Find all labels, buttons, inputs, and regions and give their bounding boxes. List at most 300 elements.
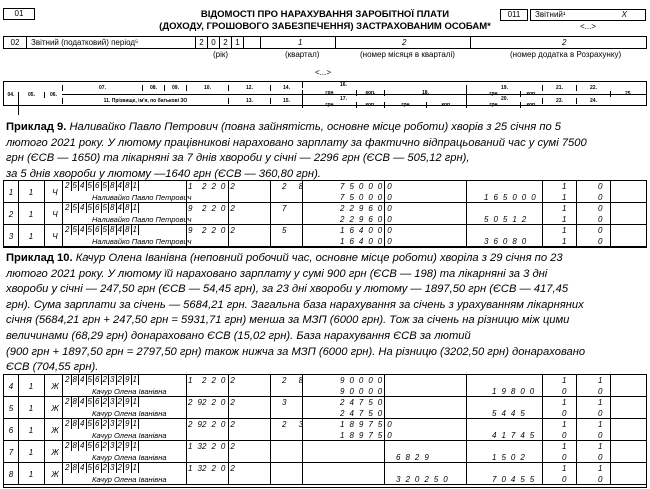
tax-code-digit: 3 (109, 397, 117, 407)
tax-code-digit: 2 (117, 397, 125, 407)
tax-code-digit: 5 (87, 375, 95, 385)
column-divider (302, 397, 303, 419)
column-divider (610, 463, 611, 485)
column-divider (542, 203, 543, 225)
column-divider (466, 463, 467, 485)
tax-code-digit: 6 (94, 419, 102, 429)
row-col21: 1 (562, 376, 572, 385)
column-divider (228, 441, 229, 463)
row-number: 6 (8, 426, 14, 435)
row-sum17: 229600 (340, 204, 397, 213)
col-17-grn: грн (302, 102, 356, 108)
tax-code-digit: 5 (102, 203, 110, 213)
row-col10: 9 (188, 226, 198, 235)
row-col14: 2 8 (282, 182, 309, 191)
row-col05: 1 (28, 232, 34, 241)
tax-code-digit: 4 (79, 441, 87, 451)
col-20-grn: грн (466, 102, 520, 108)
tax-code-digit: 5 (87, 419, 95, 429)
column-divider (44, 419, 45, 441)
row-col19b: 0 (598, 215, 608, 224)
tax-code-digit: 2 (117, 441, 125, 451)
example9-text (6, 120, 587, 182)
tax-code-digit: 2 (64, 181, 72, 191)
row-name: Качур Олена Іванівна (92, 475, 167, 484)
column-divider (610, 419, 611, 441)
column-divider (302, 441, 303, 463)
column-divider (186, 463, 187, 485)
row-tax-code (64, 225, 139, 235)
row-number: 2 (8, 210, 14, 219)
col-20-kop: коп. (520, 102, 542, 108)
column-divider (228, 397, 229, 419)
column-divider (270, 225, 271, 247)
col-25: 25. (610, 91, 646, 97)
column-divider (44, 375, 45, 397)
example9-line1-text: Наливайко Павло Петрович (повна зайнятість, основне місце роботи) хворів з 25 січня по 5 (66, 121, 562, 133)
col-16-kop: коп. (356, 90, 384, 96)
row-sum17b: 189750 (340, 431, 397, 440)
column-divider (186, 225, 187, 247)
column-divider (44, 397, 45, 419)
col-05: 05. (18, 92, 44, 115)
row-col20: 70455 (492, 475, 540, 484)
col-18-kop: коп. (426, 102, 466, 108)
row-col11: 2202 (202, 182, 240, 191)
row-col19b: 0 (598, 237, 608, 246)
row-col23: 0 (562, 387, 572, 396)
col-17-kop: коп. (356, 102, 384, 108)
period-divider (335, 37, 336, 48)
example9-title: Приклад 9. (6, 121, 67, 133)
period-row (3, 36, 647, 49)
col-07: 07. (62, 85, 142, 91)
tax-code-digit: 1 (132, 441, 140, 451)
example9-line4: за 5 днів хвороби у лютому —1640 грн (ЄСВ — 360,80 грн). (6, 167, 321, 180)
column-divider (302, 375, 303, 397)
row-col21: 1 (562, 420, 572, 429)
col-24: 24. (576, 98, 610, 104)
column-divider (186, 441, 187, 463)
row-col05: 1 (28, 448, 34, 457)
appendix-value: 2 (562, 38, 567, 47)
tax-code-digit: 9 (124, 375, 132, 385)
column-divider (18, 419, 19, 441)
tax-code-digit: 1 (132, 181, 140, 191)
row-col10: 13 (188, 464, 207, 473)
example10-title: Приклад 10. (6, 252, 73, 264)
tax-code-digit: 4 (79, 375, 87, 385)
tax-code-digit: 2 (102, 375, 110, 385)
row-sum17: 90000 (340, 376, 388, 385)
example9-line1 (6, 120, 587, 136)
column-divider (44, 441, 45, 463)
row-number: 7 (8, 448, 14, 457)
tax-code-digit: 8 (109, 181, 117, 191)
col-19-kop: коп. (520, 91, 542, 97)
row-name: Качур Олена Іванівна (92, 453, 167, 462)
tax-code-digit: 4 (79, 463, 87, 473)
row-col24: 0 (598, 387, 608, 396)
tax-code-digit: 1 (132, 225, 140, 235)
row-number: 5 (8, 404, 14, 413)
col-19-grn: грн (466, 91, 520, 97)
table-row (4, 375, 646, 397)
column-divider (302, 419, 303, 441)
column-divider (302, 225, 303, 247)
column-divider (270, 181, 271, 203)
tax-code-digit: 4 (79, 419, 87, 429)
col-22: 22. (576, 85, 610, 91)
column-divider (186, 375, 187, 397)
row-col21: 1 (562, 204, 572, 213)
column-divider (384, 441, 385, 463)
tax-code-digit: 5 (87, 225, 95, 235)
row-name: Наливайко Павло Петрович (92, 237, 192, 246)
table-row (4, 441, 646, 463)
column-divider (576, 397, 577, 419)
row-col14: 2 3 (282, 420, 309, 429)
tax-code-digit: 5 (87, 463, 95, 473)
tax-code-digit: 5 (87, 397, 95, 407)
tax-code-digit: 6 (94, 463, 102, 473)
row-col10: 1 (188, 376, 198, 385)
row-col24: 0 (598, 409, 608, 418)
column-divider (228, 419, 229, 441)
tax-code-digit: 4 (79, 225, 87, 235)
row-col14: 5 (282, 226, 292, 235)
quarter-value: 1 (298, 38, 303, 47)
row-col10: 13 (188, 442, 207, 451)
row-col10: 29 (188, 420, 207, 429)
column-divider (302, 203, 303, 225)
column-divider (466, 441, 467, 463)
tax-code-digit: 3 (109, 441, 117, 451)
row-sum17b: 164000 (340, 237, 397, 246)
col-12: 12. (228, 85, 270, 91)
row-col20: 50512 (484, 215, 532, 224)
row-col06: Ж (51, 382, 59, 391)
tax-code-digit: 9 (124, 397, 132, 407)
column-divider (62, 441, 63, 463)
row-col22: 0 (598, 182, 608, 191)
column-divider (18, 203, 19, 225)
example10-line8: ЄСВ (704,55 грн). (6, 361, 99, 374)
tax-code-digit: 1 (132, 419, 140, 429)
row-col21: 1 (562, 442, 572, 451)
row-col05: 1 (28, 470, 34, 479)
tax-code-digit: 2 (64, 463, 72, 473)
col-04: 04. (7, 92, 15, 98)
caption-appendix: (номер додатка в Розрахунку) (510, 50, 622, 59)
example10-line1-text: Качур Олена Іванівна (неповний робочий час, основне місце роботи) хворіла з 29 січня по 23 (72, 252, 563, 264)
row-number: 1 (8, 188, 14, 197)
row-col22: 0 (598, 204, 608, 213)
row-sum17: 24750 (340, 398, 388, 407)
row-tax-code (64, 203, 139, 213)
col-10: 10. (186, 85, 228, 91)
row-col23: 0 (562, 431, 572, 440)
column-divider (610, 203, 611, 225)
tax-code-digit: 5 (102, 181, 110, 191)
tax-code-digit: 8 (109, 203, 117, 213)
column-header (3, 81, 647, 106)
column-divider (576, 419, 577, 441)
column-divider (542, 225, 543, 247)
column-divider (576, 375, 577, 397)
report-type-label: Звітний¹ (535, 10, 566, 19)
col-17: 17. (302, 96, 384, 102)
example10-line5: січня (5684,21 грн + 247,50 грн = 5931,71 грн) менша за МЗП (6000 грн). Тож за січень на різницю між цими (6, 314, 570, 327)
row-col20: 36080 (484, 237, 532, 246)
column-divider (466, 419, 467, 441)
column-divider (610, 375, 611, 397)
column-divider (542, 441, 543, 463)
row-col21: 1 (562, 398, 572, 407)
column-divider (270, 203, 271, 225)
row-sum17: 189750 (340, 420, 397, 429)
col-20: 20. (466, 96, 542, 102)
column-divider (62, 225, 63, 247)
header-midline (62, 94, 646, 95)
row-col05: 1 (28, 188, 34, 197)
column-divider (384, 463, 385, 485)
column-divider (384, 397, 385, 419)
row-col06: Ч (52, 210, 58, 219)
row-col20: 165000 (484, 193, 541, 202)
column-divider (466, 203, 467, 225)
column-divider (384, 419, 385, 441)
column-divider (186, 203, 187, 225)
column-divider (270, 419, 271, 441)
row-col05: 1 (28, 426, 34, 435)
column-divider (270, 441, 271, 463)
row-col19a: 1 (562, 237, 572, 246)
table-row (4, 181, 646, 203)
year-digit-4: 1 (231, 37, 244, 48)
row-name: Наливайко Павло Петрович (92, 215, 192, 224)
row-col11: 2202 (202, 398, 240, 407)
column-divider (62, 419, 63, 441)
example10-line3: хвороби у січні — 247,50 грн (ЄСВ — 54,45 грн), за 23 дні хвороби у лютому — 1897,50 грн (ЄСВ — 417,45 (6, 283, 569, 296)
row-col06: Ч (52, 188, 58, 197)
row-col10: 9 (188, 204, 198, 213)
caption-month: (номер місяця в кварталі) (360, 50, 455, 59)
period-label: Звітний (податковий) період⁵ (31, 37, 139, 47)
row-col24: 0 (598, 475, 608, 484)
column-divider (18, 441, 19, 463)
row-col06: Ж (51, 404, 59, 413)
column-divider (62, 397, 63, 419)
tax-code-digit: 2 (102, 463, 110, 473)
col-16-grn: грн (302, 90, 356, 96)
col-16: 16. (302, 82, 384, 88)
row-tax-code (64, 419, 139, 429)
report-type-box[interactable] (530, 9, 646, 21)
tax-code-digit: 4 (117, 225, 125, 235)
tax-code-digit: 4 (117, 203, 125, 213)
tax-code-digit: 8 (124, 225, 132, 235)
column-divider (44, 181, 45, 203)
tax-code-digit: 1 (132, 397, 140, 407)
tax-code-digit: 8 (72, 463, 80, 473)
row-col06: Ж (51, 470, 59, 479)
column-divider (466, 397, 467, 419)
row-number: 8 (8, 470, 14, 479)
row-col24: 0 (598, 431, 608, 440)
row-col21: 1 (562, 226, 572, 235)
tax-code-digit: 2 (64, 375, 72, 385)
table-row (4, 225, 646, 247)
col-18-grn: грн (384, 102, 426, 108)
tax-code-digit: 2 (64, 441, 72, 451)
tax-code-digit: 9 (124, 463, 132, 473)
row-col14: 3 (282, 398, 292, 407)
row-col10: 1 (188, 182, 198, 191)
column-divider (18, 181, 19, 203)
row-col05: 1 (28, 404, 34, 413)
tax-code-digit: 4 (79, 181, 87, 191)
field-02: 02 (4, 37, 27, 48)
row-col22: 1 (598, 398, 608, 407)
tax-code-digit: 4 (79, 397, 87, 407)
period-divider (260, 37, 261, 48)
tax-code-digit: 6 (94, 203, 102, 213)
row-col22: 1 (598, 376, 608, 385)
tax-code-digit: 2 (117, 463, 125, 473)
example10-line4: грн). Сума зарплати за січень — 5684,21 грн. Загальна база нарахування за січень з урахуванням лікарняних (6, 298, 584, 311)
column-divider (466, 225, 467, 247)
col-09: 09. (164, 85, 186, 91)
row-col18: 320250 (396, 475, 453, 484)
tax-code-digit: 6 (94, 397, 102, 407)
row-col19a: 1 (562, 193, 572, 202)
column-divider (18, 397, 19, 419)
column-divider (542, 463, 543, 485)
row-sum17b: 750000 (340, 193, 397, 202)
col-13: 13. (228, 98, 270, 104)
tax-code-digit: 5 (72, 225, 80, 235)
row-col05: 1 (28, 210, 34, 219)
col-08: 08. (142, 85, 164, 91)
column-divider (228, 203, 229, 225)
column-divider (62, 181, 63, 203)
column-divider (576, 441, 577, 463)
column-divider (384, 181, 385, 203)
column-divider (610, 225, 611, 247)
col-06: 06. (44, 92, 62, 98)
column-divider (44, 203, 45, 225)
tax-code-digit: 2 (64, 203, 72, 213)
tax-code-digit: 2 (102, 419, 110, 429)
tax-code-digit: 1 (132, 375, 140, 385)
col-15: 15. (270, 98, 302, 104)
tax-code-digit: 1 (132, 463, 140, 473)
field-011: 011 (507, 10, 521, 19)
month-value: 2 (402, 38, 407, 47)
table-row (4, 463, 646, 485)
row-tax-code (64, 441, 139, 451)
column-divider (302, 181, 303, 203)
tax-code-digit: 2 (117, 375, 125, 385)
row-col11: 2202 (202, 376, 240, 385)
row-col11: 2202 (202, 204, 240, 213)
column-divider (228, 463, 229, 485)
tax-code-digit: 8 (72, 397, 80, 407)
tax-code-digit: 2 (64, 397, 72, 407)
tax-code-digit: 5 (87, 181, 95, 191)
col-11: 11. Прізвище, ім'я, по батькові ЗО (62, 98, 228, 104)
column-divider (302, 463, 303, 485)
col-23: 23. (542, 98, 576, 104)
tax-code-digit: 8 (72, 375, 80, 385)
column-divider (542, 419, 543, 441)
column-divider (270, 375, 271, 397)
tax-code-digit: 4 (117, 181, 125, 191)
tax-code-digit: 6 (94, 181, 102, 191)
tax-code-digit: 3 (109, 375, 117, 385)
field-011-box (500, 9, 528, 21)
row-col21: 1 (562, 464, 572, 473)
row-sum17b: 229600 (340, 215, 397, 224)
example10-table (3, 374, 647, 488)
row-col11: 2202 (202, 442, 240, 451)
tax-code-digit: 6 (94, 225, 102, 235)
row-col22: 1 (598, 420, 608, 429)
column-divider (542, 181, 543, 203)
row-col14: 7 (282, 204, 292, 213)
column-divider (576, 463, 577, 485)
row-col20: 1502 (492, 453, 530, 462)
row-tax-code (64, 375, 139, 385)
tax-code-digit: 9 (124, 441, 132, 451)
column-divider (610, 397, 611, 419)
row-col20: 19800 (492, 387, 540, 396)
row-name: Качур Олена Іванівна (92, 387, 167, 396)
row-col22: 0 (598, 226, 608, 235)
tax-code-digit: 2 (117, 419, 125, 429)
example10-text (6, 251, 585, 376)
tax-code-digit: 5 (72, 181, 80, 191)
row-name: Качур Олена Іванівна (92, 409, 167, 418)
row-sum17b: 90000 (340, 387, 388, 396)
year-digit-3: 2 (219, 37, 231, 48)
example10-line1 (6, 251, 585, 267)
year-digits (195, 37, 244, 48)
tax-code-digit: 3 (109, 463, 117, 473)
tax-code-digit: 6 (94, 375, 102, 385)
tax-code-digit: 5 (72, 203, 80, 213)
table-row (4, 397, 646, 419)
field-01: 01 (14, 9, 24, 18)
row-col11: 2202 (202, 464, 240, 473)
row-col23: 0 (562, 409, 572, 418)
column-divider (576, 181, 577, 203)
row-col22: 1 (598, 464, 608, 473)
tax-code-digit: 2 (64, 225, 72, 235)
row-tax-code (64, 463, 139, 473)
row-col19b: 0 (598, 193, 608, 202)
tax-code-digit: 2 (64, 419, 72, 429)
tax-code-digit: 8 (124, 203, 132, 213)
column-divider (384, 375, 385, 397)
column-divider (610, 441, 611, 463)
column-divider (44, 225, 45, 247)
row-col24: 0 (598, 453, 608, 462)
dots-top: <...> (580, 22, 597, 31)
period-divider (470, 37, 471, 48)
column-divider (228, 181, 229, 203)
